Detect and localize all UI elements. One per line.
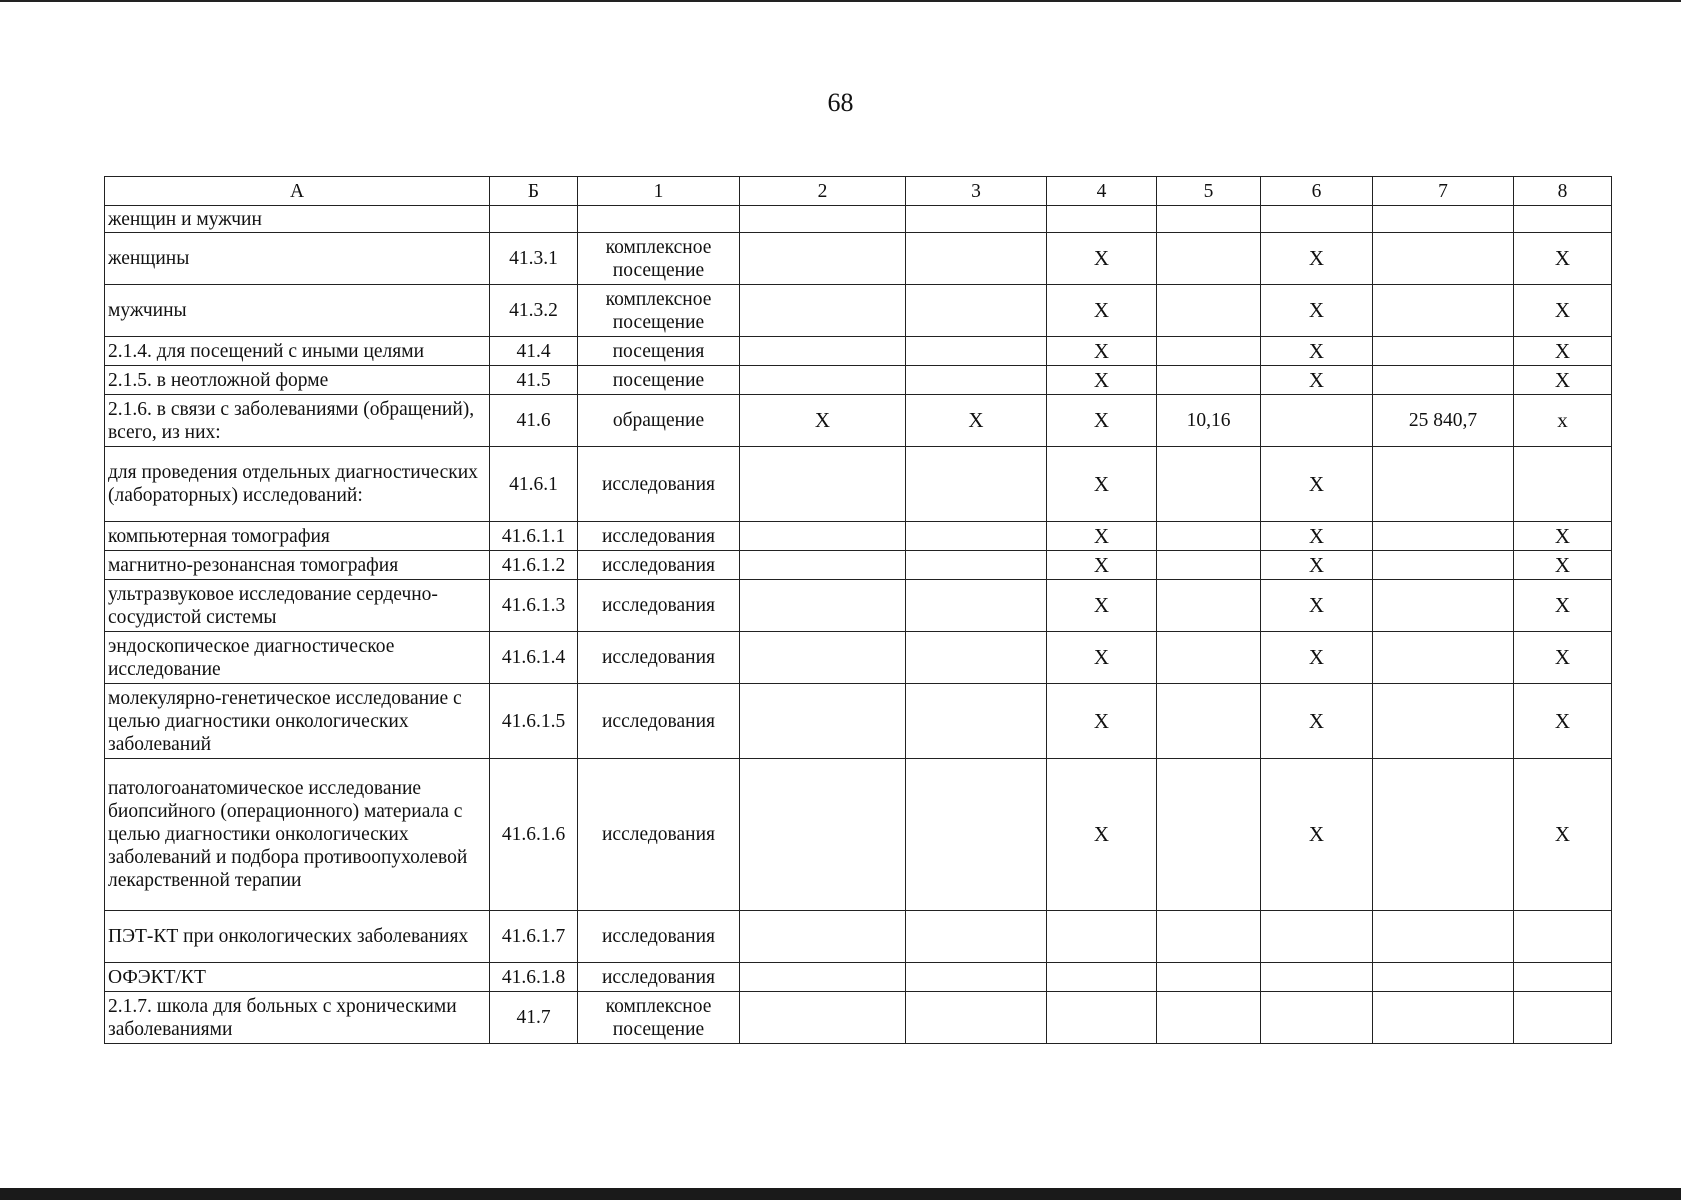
cell-col-8: Х — [1514, 684, 1612, 759]
cell-col-8 — [1514, 911, 1612, 963]
row-name: магнитно-резонансная томография — [105, 551, 490, 580]
cell-col-7 — [1373, 684, 1514, 759]
cell-col-2 — [740, 447, 906, 522]
row-unit: посещения — [578, 337, 740, 366]
row-code: 41.7 — [490, 992, 578, 1044]
cell-col-4 — [1047, 992, 1157, 1044]
cell-col-5 — [1157, 759, 1261, 911]
cell-col-3 — [906, 551, 1047, 580]
header-cell: 5 — [1157, 177, 1261, 206]
data-table — [104, 176, 1612, 1044]
cell-col-7 — [1373, 285, 1514, 337]
cell-col-7 — [1373, 447, 1514, 522]
cell-col-4: Х — [1047, 395, 1157, 447]
header-cell: 1 — [578, 177, 740, 206]
table-row — [105, 759, 1612, 911]
cell-col-2 — [740, 366, 906, 395]
cell-col-2 — [740, 206, 906, 233]
row-code: 41.6.1.5 — [490, 684, 578, 759]
cell-col-2 — [740, 580, 906, 632]
cell-col-5 — [1157, 684, 1261, 759]
table-row — [105, 992, 1612, 1044]
row-name: 2.1.7. школа для больных с хроническими заболеваниями — [105, 992, 490, 1044]
header-cell: Б — [490, 177, 578, 206]
cell-col-8 — [1514, 963, 1612, 992]
table-row — [105, 233, 1612, 285]
scan-edge-top — [0, 0, 1681, 2]
cell-col-5 — [1157, 366, 1261, 395]
table-row — [105, 551, 1612, 580]
cell-col-3 — [906, 447, 1047, 522]
row-name: эндоскопическое диагностическое исследование — [105, 632, 490, 684]
row-code: 41.6.1.8 — [490, 963, 578, 992]
cell-col-7 — [1373, 206, 1514, 233]
row-name: 2.1.5. в неотложной форме — [105, 366, 490, 395]
cell-col-2 — [740, 285, 906, 337]
cell-col-8: Х — [1514, 632, 1612, 684]
cell-col-5 — [1157, 551, 1261, 580]
row-unit: исследования — [578, 447, 740, 522]
cell-col-4: Х — [1047, 233, 1157, 285]
row-code — [490, 206, 578, 233]
cell-col-2 — [740, 551, 906, 580]
cell-col-6 — [1261, 963, 1373, 992]
cell-col-6: Х — [1261, 285, 1373, 337]
cell-col-6: Х — [1261, 580, 1373, 632]
cell-col-2 — [740, 963, 906, 992]
cell-col-4 — [1047, 911, 1157, 963]
cell-col-6: Х — [1261, 684, 1373, 759]
page-number: 68 — [827, 88, 854, 117]
cell-col-3 — [906, 684, 1047, 759]
row-unit: исследования — [578, 759, 740, 911]
cell-col-2 — [740, 337, 906, 366]
table-row — [105, 206, 1612, 233]
row-unit: комплексное посещение — [578, 233, 740, 285]
cell-col-2: Х — [740, 395, 906, 447]
cell-col-6: Х — [1261, 233, 1373, 285]
cell-col-5 — [1157, 911, 1261, 963]
cell-col-8 — [1514, 206, 1612, 233]
row-code: 41.6.1 — [490, 447, 578, 522]
row-unit: обращение — [578, 395, 740, 447]
header-cell: А — [105, 177, 490, 206]
row-unit: исследования — [578, 580, 740, 632]
cell-col-3 — [906, 206, 1047, 233]
cell-col-4 — [1047, 206, 1157, 233]
cell-col-6: Х — [1261, 447, 1373, 522]
row-name: молекулярно-генетическое исследование с целью диагностики онкологических заболеваний — [105, 684, 490, 759]
cell-col-4: Х — [1047, 366, 1157, 395]
row-code: 41.6.1.2 — [490, 551, 578, 580]
table-row — [105, 447, 1612, 522]
cell-col-2 — [740, 992, 906, 1044]
cell-col-5 — [1157, 522, 1261, 551]
cell-col-3 — [906, 366, 1047, 395]
cell-col-5 — [1157, 233, 1261, 285]
cell-col-3 — [906, 580, 1047, 632]
cell-col-7 — [1373, 366, 1514, 395]
header-row — [105, 177, 1612, 206]
cell-col-7: 25 840,7 — [1373, 395, 1514, 447]
cell-col-8: Х — [1514, 366, 1612, 395]
cell-col-8: Х — [1514, 551, 1612, 580]
cell-col-6 — [1261, 206, 1373, 233]
cell-col-4: Х — [1047, 522, 1157, 551]
cell-col-5 — [1157, 992, 1261, 1044]
table-row — [105, 684, 1612, 759]
cell-col-8 — [1514, 447, 1612, 522]
row-unit: исследования — [578, 632, 740, 684]
header-cell: 6 — [1261, 177, 1373, 206]
cell-col-5 — [1157, 580, 1261, 632]
row-code: 41.3.2 — [490, 285, 578, 337]
cell-col-5 — [1157, 285, 1261, 337]
cell-col-7 — [1373, 911, 1514, 963]
header-cell: 7 — [1373, 177, 1514, 206]
row-code: 41.6.1.7 — [490, 911, 578, 963]
row-code: 41.6.1.3 — [490, 580, 578, 632]
cell-col-3 — [906, 992, 1047, 1044]
cell-col-8: Х — [1514, 337, 1612, 366]
row-name: ПЭТ-КТ при онкологических заболеваниях — [105, 911, 490, 963]
row-name: ультразвуковое исследование сердечно-сосудистой системы — [105, 580, 490, 632]
row-unit: комплексное посещение — [578, 285, 740, 337]
table-row — [105, 963, 1612, 992]
cell-col-7 — [1373, 233, 1514, 285]
cell-col-4: Х — [1047, 632, 1157, 684]
row-unit: исследования — [578, 551, 740, 580]
table-row — [105, 366, 1612, 395]
cell-col-5 — [1157, 447, 1261, 522]
cell-col-4: Х — [1047, 285, 1157, 337]
row-unit — [578, 206, 740, 233]
table-row — [105, 285, 1612, 337]
cell-col-8: х — [1514, 395, 1612, 447]
cell-col-5 — [1157, 337, 1261, 366]
cell-col-7 — [1373, 522, 1514, 551]
cell-col-6: Х — [1261, 632, 1373, 684]
cell-col-7 — [1373, 992, 1514, 1044]
cell-col-3: Х — [906, 395, 1047, 447]
row-unit: исследования — [578, 684, 740, 759]
header-cell: 4 — [1047, 177, 1157, 206]
row-code: 41.6.1.4 — [490, 632, 578, 684]
cell-col-2 — [740, 911, 906, 963]
row-unit: исследования — [578, 522, 740, 551]
cell-col-4: Х — [1047, 447, 1157, 522]
cell-col-2 — [740, 759, 906, 911]
row-code: 41.4 — [490, 337, 578, 366]
row-name: ОФЭКТ/КТ — [105, 963, 490, 992]
row-unit: посещение — [578, 366, 740, 395]
cell-col-6: Х — [1261, 759, 1373, 911]
cell-col-7 — [1373, 759, 1514, 911]
cell-col-4: Х — [1047, 551, 1157, 580]
cell-col-3 — [906, 337, 1047, 366]
cell-col-6 — [1261, 992, 1373, 1044]
row-name: мужчины — [105, 285, 490, 337]
cell-col-5: 10,16 — [1157, 395, 1261, 447]
cell-col-6 — [1261, 911, 1373, 963]
cell-col-4: Х — [1047, 684, 1157, 759]
cell-col-3 — [906, 285, 1047, 337]
row-unit: комплексное посещение — [578, 992, 740, 1044]
row-code: 41.6 — [490, 395, 578, 447]
header-cell: 8 — [1514, 177, 1612, 206]
row-code: 41.6.1.6 — [490, 759, 578, 911]
cell-col-2 — [740, 632, 906, 684]
table-body — [105, 206, 1612, 1044]
cell-col-3 — [906, 911, 1047, 963]
table-row — [105, 632, 1612, 684]
row-code: 41.5 — [490, 366, 578, 395]
cell-col-8: Х — [1514, 522, 1612, 551]
row-code: 41.6.1.1 — [490, 522, 578, 551]
cell-col-4: Х — [1047, 759, 1157, 911]
row-name: женщины — [105, 233, 490, 285]
cell-col-5 — [1157, 632, 1261, 684]
cell-col-3 — [906, 759, 1047, 911]
cell-col-7 — [1373, 963, 1514, 992]
cell-col-7 — [1373, 580, 1514, 632]
cell-col-6: Х — [1261, 551, 1373, 580]
cell-col-8: Х — [1514, 285, 1612, 337]
cell-col-4 — [1047, 963, 1157, 992]
cell-col-2 — [740, 233, 906, 285]
cell-col-3 — [906, 963, 1047, 992]
row-name: компьютерная томография — [105, 522, 490, 551]
cell-col-6: Х — [1261, 522, 1373, 551]
row-name: патологоанатомическое исследование биопсийного (операционного) материала с целью диагностики онкологических заболеваний и подбора противоопухолевой лекарственной терапии — [105, 759, 490, 911]
header-cell: 2 — [740, 177, 906, 206]
cell-col-8 — [1514, 992, 1612, 1044]
row-unit: исследования — [578, 963, 740, 992]
cell-col-3 — [906, 233, 1047, 285]
cell-col-2 — [740, 684, 906, 759]
row-name: 2.1.4. для посещений с иными целями — [105, 337, 490, 366]
scan-edge-bottom — [0, 1188, 1681, 1200]
header-cell: 3 — [906, 177, 1047, 206]
cell-col-4: Х — [1047, 580, 1157, 632]
cell-col-6: Х — [1261, 337, 1373, 366]
row-unit: исследования — [578, 911, 740, 963]
cell-col-7 — [1373, 632, 1514, 684]
cell-col-3 — [906, 632, 1047, 684]
cell-col-8: Х — [1514, 759, 1612, 911]
cell-col-7 — [1373, 551, 1514, 580]
cell-col-6 — [1261, 395, 1373, 447]
row-name: для проведения отдельных диагностических (лабораторных) исследований: — [105, 447, 490, 522]
table-row — [105, 522, 1612, 551]
table-row — [105, 911, 1612, 963]
table-row — [105, 580, 1612, 632]
table-row — [105, 337, 1612, 366]
cell-col-6: Х — [1261, 366, 1373, 395]
row-name: женщин и мужчин — [105, 206, 490, 233]
cell-col-5 — [1157, 206, 1261, 233]
cell-col-2 — [740, 522, 906, 551]
cell-col-3 — [906, 522, 1047, 551]
cell-col-4: Х — [1047, 337, 1157, 366]
cell-col-8: Х — [1514, 233, 1612, 285]
cell-col-5 — [1157, 963, 1261, 992]
row-code: 41.3.1 — [490, 233, 578, 285]
row-name: 2.1.6. в связи с заболеваниями (обращений), всего, из них: — [105, 395, 490, 447]
cell-col-7 — [1373, 337, 1514, 366]
cell-col-8: Х — [1514, 580, 1612, 632]
table-row — [105, 395, 1612, 447]
